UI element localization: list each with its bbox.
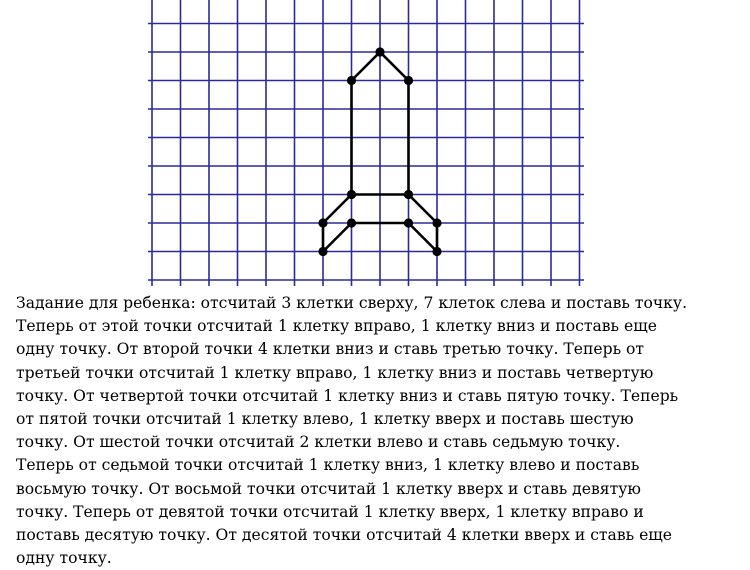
- figure-dot: [347, 190, 356, 199]
- figure-dot: [404, 190, 413, 199]
- figure-dot: [404, 218, 413, 227]
- figure-dot: [375, 47, 384, 56]
- figure-dot: [318, 218, 327, 227]
- figure-dot: [432, 218, 441, 227]
- figure-dot: [404, 76, 413, 85]
- figure-dot: [347, 76, 356, 85]
- figure-dot: [432, 247, 441, 256]
- grid-figure: [148, 0, 588, 290]
- task-text: Задание для ребенка: отсчитай 3 клетки сверху, 7 клеток слева и поставь точку. Теперь от этой точки отсчитай 1 клетку вправо, 1 клетку вниз и поставь еще одну точку. От второй точки 4 клетки вниз и ставь третью точку. Теперь от третьей точки отсчитай 1 клетку вправо, 1 клетку вниз и поставь четвертую точку. От четвертой точки отсчитай 1 клетку вниз и ставь пятую точку. Теперь от пятой точки отсчитай 1 клетку влево, 1 клетку вверх и поставь шестую точку. От шестой точки отсчитай 2 клетки влево и ставь седьмую точку. Теперь от седьмой точки отсчитай 1 клетку вниз, 1 клетку влево и поставь восьмую точку. От восьмой точки отсчитай 1 клетку вверх и ставь девятую точку. Теперь от девятой точки отсчитай 1 клетку вверх, 1 клетку вправо и поставь десятую точку. От десятой точки отсчитай 4 клетки вверх и ставь еще одну точку.: [16, 294, 688, 568]
- figure-dot: [318, 247, 327, 256]
- grid-lines: [148, 0, 588, 286]
- figure-dot: [347, 218, 356, 227]
